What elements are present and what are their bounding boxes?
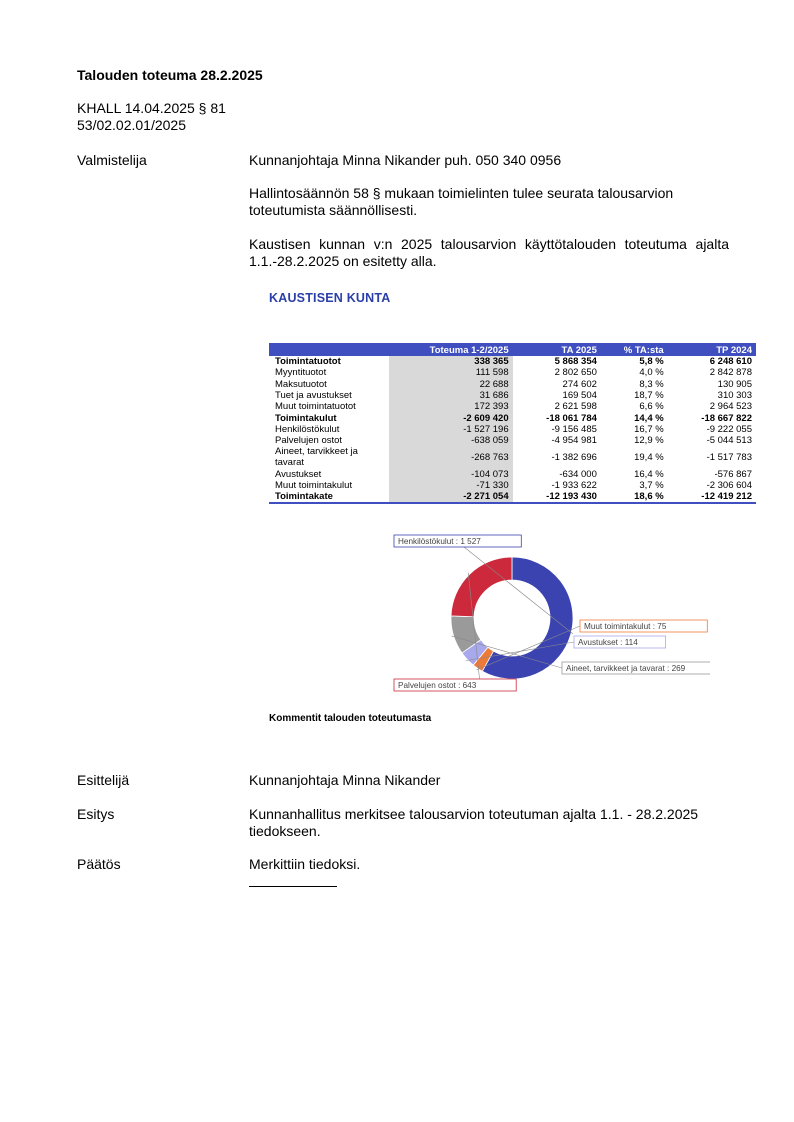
header-cell: TA 2025 [513, 343, 601, 356]
row-value: -1 933 622 [551, 479, 597, 491]
proposal-label: Esitys [77, 806, 115, 822]
budget-table [269, 343, 756, 504]
row-value: 4,0 % [639, 367, 664, 379]
row-value: 16,4 % [634, 468, 664, 480]
rule-paragraph: Hallintosäännön 58 § mukaan toimielinten tulee seurata talousarvion toteutumista säännöllisesti. [249, 185, 674, 218]
table-header-row [269, 343, 756, 356]
row-label: Myyntituotot [275, 367, 327, 379]
row-value: 22 688 [389, 379, 513, 390]
summary-paragraph: Kaustisen kunnan v:n 2025 talousarvion käyttötalouden toteutuma ajalta 1.1.-28.2.2025 on esitetty alla. [249, 236, 729, 269]
header-cell: TP 2024 [668, 343, 756, 356]
row-value: -5 044 513 [706, 435, 752, 447]
row-value: 2 842 878 [709, 367, 752, 379]
row-label: Avustukset [275, 468, 322, 480]
row-label: Aineet, tarvikkeet ja tavarat [275, 446, 358, 469]
decision-value: Merkittiin tiedoksi. [249, 856, 361, 872]
header-cell: % TA:sta [601, 343, 668, 356]
table-row [269, 367, 756, 378]
row-value: -1 527 196 [389, 424, 513, 435]
table-row [269, 480, 756, 491]
row-value: 5,8 % [639, 356, 664, 368]
slice-label: Muut toimintakulut : 75 [584, 622, 667, 631]
signature-divider [249, 886, 337, 887]
meeting-line: KHALL 14.04.2025 § 81 [77, 100, 226, 116]
slice-label: Avustukset : 114 [578, 638, 638, 647]
table-row [269, 356, 756, 367]
case-number: 53/02.02.01/2025 [77, 117, 186, 133]
comments-heading: Kommentit talouden toteutumasta [269, 713, 432, 724]
decision-label: Päätös [77, 856, 121, 872]
municipality-brand: KAUSTISEN KUNTA [269, 291, 391, 305]
presenter-value: Kunnanjohtaja Minna Nikander [249, 772, 441, 788]
row-value: 111 598 [389, 367, 513, 378]
row-label: Tuet ja avustukset [275, 390, 352, 402]
table-row [269, 468, 756, 479]
table-row [269, 446, 756, 468]
row-value: -2 271 054 [389, 491, 513, 503]
slice-label: Palvelujen ostot : 643 [398, 681, 477, 690]
row-value: -12 419 212 [668, 491, 756, 503]
row-value: 14,4 % [634, 412, 664, 424]
row-value: 12,9 % [634, 435, 664, 447]
row-value: -1 517 783 [706, 451, 752, 463]
row-value: -4 954 981 [551, 435, 597, 447]
row-value: -1 382 696 [551, 451, 597, 463]
row-value: 338 365 [389, 356, 513, 367]
slice-label: Henkilöstökulut : 1 527 [398, 537, 481, 546]
table-row [269, 424, 756, 435]
row-value: 3,7 % [639, 479, 664, 491]
table-row [269, 379, 756, 390]
table-row [269, 412, 756, 423]
row-label: Muut toimintakulut [275, 479, 353, 491]
row-value: -9 156 485 [551, 423, 597, 435]
presenter-label: Esittelijä [77, 772, 130, 788]
row-label: Henkilöstökulut [275, 423, 340, 435]
row-label: Palvelujen ostot [275, 435, 343, 447]
slice-label: Aineet, tarvikkeet ja tavarat : 269 [566, 664, 686, 673]
row-label: Toimintakulut [275, 412, 337, 424]
row-value: -9 222 055 [706, 423, 752, 435]
row-value: -268 763 [389, 446, 513, 468]
proposal-value: Kunnanhallitus merkitsee talousarvion toteutuman ajalta 1.1. - 28.2.2025 tiedokseen. [249, 806, 699, 839]
header-cell [269, 343, 389, 356]
row-value: -104 073 [389, 468, 513, 479]
row-value: 274 602 [562, 378, 597, 390]
row-value: 310 303 [717, 390, 752, 402]
donut-slice [451, 557, 512, 617]
table-row [269, 491, 756, 503]
row-value: 31 686 [389, 390, 513, 401]
row-value: 172 393 [389, 401, 513, 412]
header-cell: Toteuma 1-2/2025 [389, 343, 513, 356]
table-row [269, 435, 756, 446]
row-label: Toimintakate [269, 491, 389, 503]
table-row [269, 390, 756, 401]
row-value: 16,7 % [634, 423, 664, 435]
row-value: -18 667 822 [701, 412, 752, 424]
row-value: 6 248 610 [709, 356, 752, 368]
row-label: Muut toimintatuotot [275, 401, 356, 413]
row-value: 169 504 [562, 390, 597, 402]
row-label: Maksutuotot [275, 378, 327, 390]
row-label: Toimintatuotot [275, 356, 341, 368]
row-value: -634 000 [559, 468, 597, 480]
page-title: Talouden toteuma 28.2.2025 [77, 67, 263, 83]
row-value: -2 306 604 [706, 479, 752, 491]
row-value: -12 193 430 [513, 491, 601, 503]
cost-donut-chart [390, 530, 710, 700]
row-value: 2 802 650 [554, 367, 597, 379]
preparer-value: Kunnanjohtaja Minna Nikander puh. 050 340 0956 [249, 152, 562, 168]
row-value: -18 061 784 [546, 412, 597, 424]
row-value: 6,6 % [639, 401, 664, 413]
row-value: 5 868 354 [554, 356, 597, 368]
row-value: 19,4 % [634, 451, 664, 463]
row-value: 2 964 523 [709, 401, 752, 413]
table-row [269, 401, 756, 412]
row-value: 8,3 % [639, 378, 664, 390]
preparer-label: Valmistelija [77, 152, 147, 168]
row-value: -71 330 [389, 480, 513, 491]
row-value: 130 905 [717, 378, 752, 390]
row-value: 18,7 % [634, 390, 664, 402]
row-value: -576 867 [714, 468, 752, 480]
row-value: 2 621 598 [554, 401, 597, 413]
row-value: 18,6 % [601, 491, 668, 503]
meeting-reference [77, 100, 226, 134]
row-value: -638 059 [389, 435, 513, 446]
row-value: -2 609 420 [389, 412, 513, 423]
